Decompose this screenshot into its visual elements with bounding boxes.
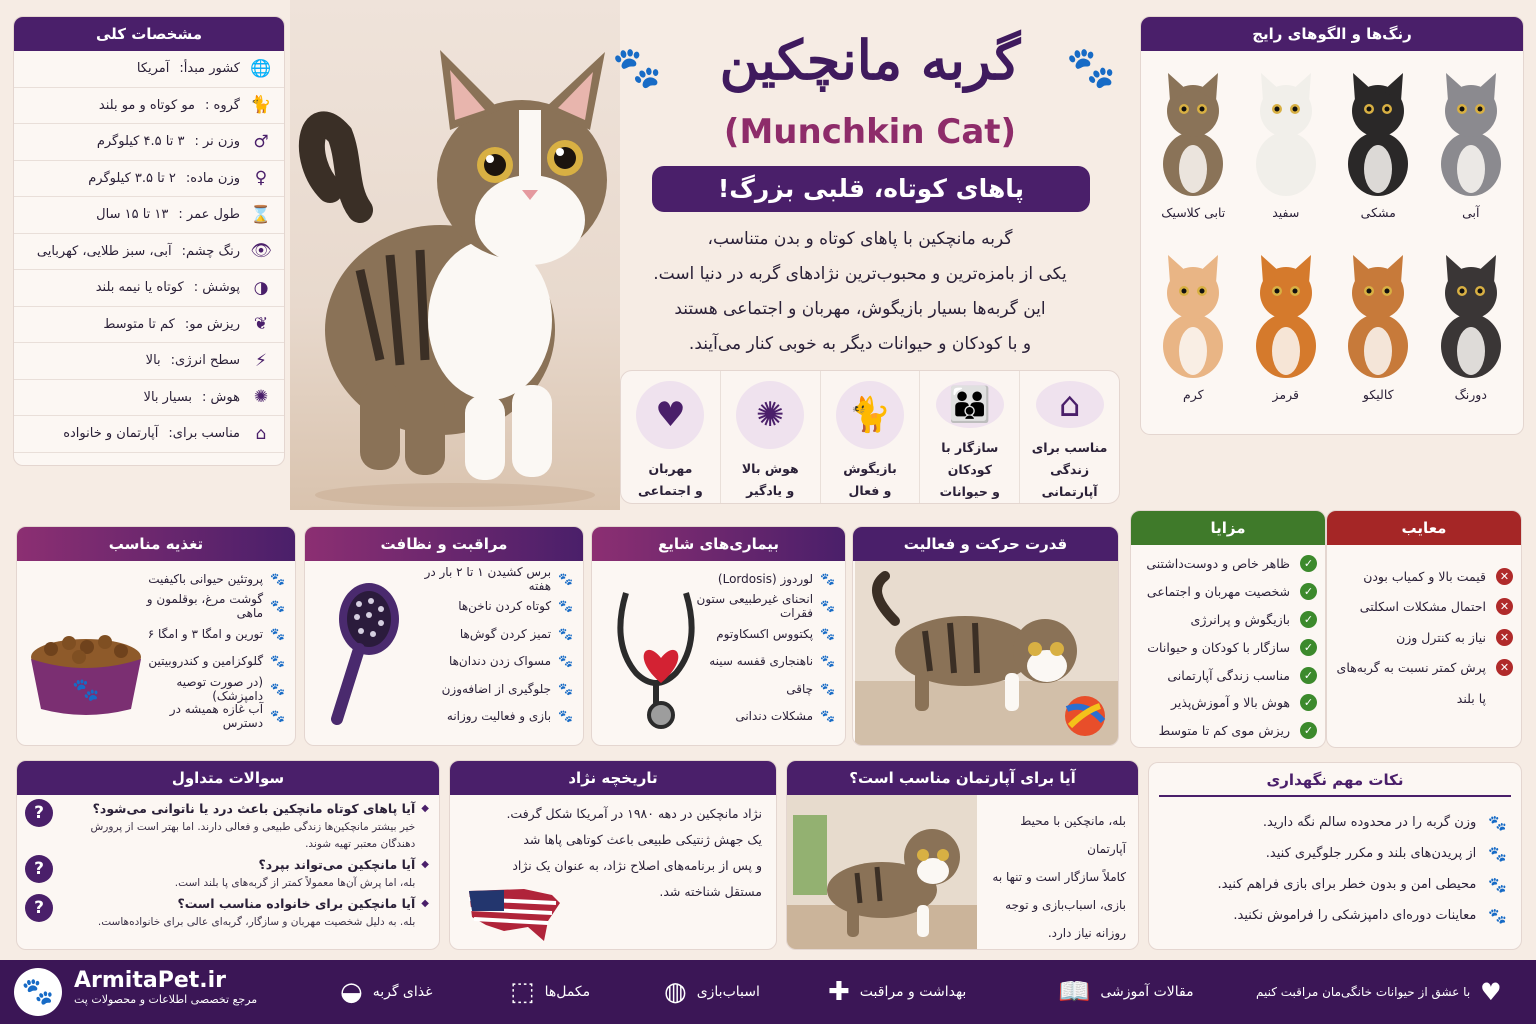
tip-text: از پریدن‌های بلند و مکرر جلوگیری کنید. [1265, 846, 1477, 861]
hero-cat-image [290, 40, 620, 510]
cat-color-image [1428, 241, 1514, 381]
general-specs-card [13, 16, 285, 466]
food-bowl-image [21, 619, 151, 719]
playing-cat-image [855, 561, 1118, 745]
paw-bullet-icon: 🐾 [558, 571, 573, 586]
footer-link-label: مقالات آموزشی [1100, 984, 1194, 1000]
cat-color-image [1243, 241, 1329, 381]
spec-value: ۳ تا ۴.۵ کیلوگرم [96, 134, 185, 150]
pros-item [1131, 578, 1325, 606]
paw-bullet-icon: 🐾 [558, 681, 573, 696]
spec-row [14, 197, 284, 234]
list-item-text: مشکلات دندانی [735, 709, 814, 724]
cat-color-image [1335, 59, 1421, 199]
paw-bullet-icon: 🐾 [820, 654, 835, 669]
tips-card [1148, 762, 1522, 950]
cons-item-text: احتمال مشکلات اسکلتی [1359, 599, 1486, 615]
color-name: قرمز [1272, 387, 1299, 402]
cons-item [1327, 683, 1521, 714]
color-variant [1425, 59, 1518, 241]
paw-bullet-icon: 🐾 [558, 654, 573, 669]
list-item-text: انحنای غیرطبیعی ستون فقرات [696, 592, 814, 621]
cons-header: معایب [1327, 511, 1521, 545]
spec-row [14, 270, 284, 307]
feature-label: هوش بالا و یادگیر [741, 461, 799, 498]
nutrition-card [16, 526, 296, 746]
spec-value: ۲ تا ۳.۵ کیلوگرم [88, 170, 176, 186]
paw-bullet-icon: 🐾 [820, 571, 835, 586]
page-title: گربه مانچکین [719, 28, 1021, 92]
faq-item [25, 855, 429, 892]
spec-row [14, 416, 284, 453]
paw-icon-left: 🐾 [612, 45, 662, 91]
spec-row [14, 124, 284, 161]
faq-question: آیا پاهای کوتاه مانچکین باعث درد یا ناتوانی می‌شود؟ [92, 801, 416, 816]
pros-item-text: هوش بالا و آموزش‌پذیر [1170, 695, 1290, 711]
list-item [695, 675, 835, 703]
bolt-icon: ⚡ [255, 350, 267, 371]
cons-item [1327, 622, 1521, 653]
stethoscope-image [606, 583, 706, 743]
tip-text: وزن گربه را در محدوده سالم نگه دارید. [1262, 815, 1477, 830]
pros-item-text: مناسب زندگی آپارتمانی [1167, 667, 1290, 683]
list-item-text: آب غازه همیشه در دسترس [169, 702, 264, 731]
cons-item-text: نیاز به کنترل وزن [1396, 629, 1486, 645]
list-item-text: پکتووس اکسکاوتوم [716, 626, 814, 641]
spec-label: ریزش مو: [184, 316, 240, 332]
tips-list [1149, 797, 1521, 931]
spec-value: مو کوتاه و مو بلند [98, 97, 196, 113]
paw-bullet-icon: 🐾 [820, 599, 835, 614]
list-item [403, 648, 573, 676]
color-variant [1147, 59, 1240, 241]
list-item [135, 703, 285, 731]
spec-label: وزن نر : [194, 134, 240, 150]
diamond-bullet-icon: ◆ [421, 859, 429, 870]
spec-label: مناسب برای: [168, 426, 240, 442]
apartment-card [786, 760, 1139, 950]
paw-bullet-icon: 🐾 [558, 599, 573, 614]
color-name: مشکی [1360, 205, 1396, 220]
cat-color-image [1150, 241, 1236, 381]
paw-bullet-icon: 🐾 [820, 709, 835, 724]
apartment-line: بازی، اسباب‌بازی و توجه [1005, 898, 1126, 912]
colors-card [1140, 16, 1524, 435]
footer-link[interactable] [510, 960, 590, 1024]
pros-item [1131, 689, 1325, 717]
check-icon: ✓ [1300, 555, 1317, 572]
paw-bullet-icon: 🐾 [270, 681, 285, 696]
spec-value: آبی، سبز طلایی، کهربایی [36, 243, 172, 259]
color-variant [1147, 241, 1240, 423]
list-item [695, 565, 835, 593]
paw-bullet-icon: 🐾 [1488, 844, 1507, 863]
intro-line: گربه مانچکین با پاهای کوتاه و بدن متناسب، [707, 229, 1013, 249]
pros-header: مزایا [1131, 511, 1325, 545]
spec-label: گروه : [205, 97, 240, 113]
globe-icon: 🌐 [250, 58, 272, 79]
spec-label: طول عمر : [178, 207, 240, 223]
spec-value: آپارتمان و خانواده [63, 426, 159, 442]
list-item [135, 648, 285, 676]
list-item [403, 675, 573, 703]
tip-item [1159, 807, 1507, 838]
disease-list [695, 565, 835, 730]
usa-flag-map-image [464, 881, 564, 943]
color-name: کالیکو [1362, 387, 1394, 402]
supplement-icon: ⬚ [510, 977, 535, 1007]
pros-list [1131, 545, 1325, 745]
list-item-text: کوتاه کردن ناخن‌ها [458, 599, 552, 614]
history-line: نژاد مانچکین در دهه ۱۹۸۰ در آمریکا شکل گرفت. [506, 806, 762, 821]
list-item-text: لوردوز (Lordosis) [717, 571, 814, 586]
cross-icon: ✕ [1496, 568, 1513, 585]
spec-label: پوشش : [193, 280, 240, 296]
cat-color-image [1243, 59, 1329, 199]
cons-item [1327, 592, 1521, 623]
cons-item [1327, 653, 1521, 684]
spec-row [14, 161, 284, 198]
check-icon: ✓ [1300, 583, 1317, 600]
list-item [695, 703, 835, 731]
feature-label: مهربان و اجتماعی [638, 461, 703, 498]
apartment-line: بله، مانچکین با محیط آپارتمان [1020, 814, 1126, 856]
history-line: و پس از برنامه‌های اصلاح نژاد، به عنوان یک نژاد [512, 858, 762, 873]
nutrition-list [135, 565, 285, 730]
tips-header: نکات مهم نگهداری [1159, 763, 1511, 797]
list-item-text: تورین و امگا ۳ و امگا ۶ [147, 626, 264, 641]
spec-label: رنگ چشم: [181, 243, 240, 259]
list-item-text: جلوگیری از اضافه‌وزن [441, 681, 552, 696]
footer-slogan [1256, 960, 1502, 1024]
color-name: دورنگ [1454, 387, 1487, 402]
nutrition-header: تغذیه مناسب [17, 527, 295, 561]
list-item-text: بازی و فعالیت روزانه [446, 709, 552, 724]
color-variant [1425, 241, 1518, 423]
history-card [449, 760, 777, 950]
pros-item [1131, 717, 1325, 745]
paw-bullet-icon: 🐾 [270, 626, 285, 641]
diamond-bullet-icon: ◆ [421, 898, 429, 909]
history-line: مستقل شناخته شد. [659, 884, 762, 899]
list-item-text: (در صورت توصیه دامپزشک) [176, 674, 264, 703]
spec-row [14, 307, 284, 344]
cat-color-image [1428, 59, 1514, 199]
feature-item [621, 371, 720, 503]
footer-link[interactable] [340, 960, 432, 1024]
paw-logo-icon: 🐾 [21, 977, 55, 1007]
brush-image [319, 579, 409, 729]
faq-item [25, 894, 429, 931]
brain-icon: ✺ [736, 381, 804, 449]
care-card [304, 526, 584, 746]
home-icon: ⌂ [255, 423, 267, 444]
spec-value: کوتاه یا نیمه بلند [95, 280, 184, 296]
apartment-header: آیا برای آپارتمان مناسب است؟ [787, 761, 1138, 795]
care-header: مراقبت و نظافت [305, 527, 583, 561]
eye-icon: 👁 [250, 241, 272, 262]
spec-value: بسیار بالا [143, 389, 193, 405]
ball-icon: ◍ [664, 977, 687, 1007]
check-icon: ✓ [1300, 694, 1317, 711]
diseases-card [591, 526, 846, 746]
feature-label: مناسب برای زندگی آپارتمانی [1031, 440, 1108, 499]
check-icon: ✓ [1300, 639, 1317, 656]
list-item [135, 620, 285, 648]
paw-bullet-icon: 🐾 [270, 571, 285, 586]
list-item [403, 620, 573, 648]
faq-answer: خیر بیشتر مانچکین‌ها زندگی طبیعی و فعالی دارند. اما بهتر است از پرورش دهندگان معتبر تهیه شوند. [90, 821, 416, 850]
footer-slogan-text: با عشق از حیوانات خانگی‌مان مراقبت کنیم [1256, 985, 1471, 999]
color-name: سفید [1272, 205, 1300, 220]
question-icon: ? [25, 799, 53, 827]
feature-label: سازگار با کودکان و حیوانات [939, 440, 1000, 499]
tagline-banner: پاهای کوتاه، قلبی بزرگ! [652, 166, 1090, 212]
cons-list [1327, 545, 1521, 714]
intro-text [620, 222, 1100, 362]
hourglass-icon: ⌛ [250, 204, 272, 225]
brain-icon: ✺ [253, 387, 269, 408]
intro-line: و با کودکان و حیوانات دیگر به خوبی کنار می‌آیند. [688, 334, 1032, 354]
pros-card [1130, 510, 1326, 748]
check-icon: ✓ [1300, 611, 1317, 628]
pros-item-text: ظاهر خاص و دوست‌داشتنی [1146, 556, 1290, 572]
list-item [135, 565, 285, 593]
diseases-header: بیماری‌های شایع [592, 527, 845, 561]
faq-item [25, 799, 429, 853]
history-header: تاریخچه نژاد [450, 761, 776, 795]
history-line: یک جهش ژنتیکی طبیعی باعث کوتاهی پاها شد [523, 832, 762, 847]
svg-text:🐾: 🐾 [72, 678, 100, 703]
list-item [695, 648, 835, 676]
color-variant [1332, 59, 1425, 241]
male-icon: ♂ [253, 131, 269, 152]
tip-item [1159, 869, 1507, 900]
footer [0, 960, 1536, 1024]
spec-value: بالا [145, 353, 161, 369]
footer-link-label: غذای گربه [372, 984, 433, 1000]
apartment-line: کاملاً سازگار است و تنها به [992, 870, 1126, 884]
activity-header: قدرت حرکت و فعالیت [853, 527, 1118, 561]
feature-item [720, 371, 820, 503]
spec-value: ۱۳ تا ۱۵ سال [96, 207, 169, 223]
heart-icon: ♥ [636, 381, 704, 449]
site-logo[interactable] [14, 968, 62, 1016]
list-item-text: چاقی [786, 681, 814, 696]
spec-value: آمریکا [136, 61, 170, 77]
spec-row [14, 88, 284, 125]
apartment-cat-image [787, 795, 977, 950]
spec-label: هوش : [202, 389, 240, 405]
list-item [403, 593, 573, 621]
pros-item [1131, 550, 1325, 578]
feature-item [820, 371, 920, 503]
pros-item [1131, 633, 1325, 661]
spec-label: سطح انرژی: [170, 353, 240, 369]
diamond-bullet-icon: ◆ [421, 803, 429, 814]
list-item [695, 620, 835, 648]
colors-header: رنگ‌ها و الگوهای رایج [1141, 17, 1523, 51]
color-name: آبی [1462, 205, 1480, 220]
apartment-line: روزانه نیاز دارد. [1047, 926, 1126, 940]
feature-label: بازیگوش و فعال [843, 461, 897, 498]
spec-row [14, 51, 284, 88]
care-list [403, 565, 573, 730]
paw-bullet-icon: 🐾 [270, 599, 285, 614]
pros-item-text: بازیگوش و پرانرژی [1190, 611, 1290, 627]
cross-icon: ✕ [1496, 629, 1513, 646]
question-icon: ? [25, 855, 53, 883]
book-icon: 📖 [1058, 977, 1091, 1007]
activity-card [852, 526, 1119, 746]
pros-item-text: سازگار با کودکان و حیوانات [1147, 639, 1290, 655]
list-item-text: گلوکزامین و کندروبیتین [148, 654, 264, 669]
spec-row [14, 380, 284, 417]
fur-icon: ◑ [253, 277, 269, 298]
intro-line: یکی از بامزه‌ترین و محبوب‌ترین نژادهای گربه در دنیا است. [653, 264, 1067, 284]
spec-row [14, 234, 284, 271]
cross-icon: ✕ [1496, 598, 1513, 615]
paw-bullet-icon: 🐾 [1488, 875, 1507, 894]
spec-label: کشور مبدأ: [179, 61, 240, 77]
footer-link-label: اسباب‌بازی [696, 984, 760, 1000]
spec-label: وزن ماده: [185, 170, 240, 186]
footer-link[interactable] [828, 960, 966, 1024]
paw-bullet-icon: 🐾 [1488, 813, 1507, 832]
pros-item-text: شخصیت مهربان و اجتماعی [1146, 584, 1290, 600]
pros-item [1131, 661, 1325, 689]
general-specs-list [14, 51, 284, 453]
list-item-text: برس کشیدن ۱ تا ۲ بار در هفته [424, 564, 552, 593]
check-icon: ✓ [1300, 722, 1317, 739]
list-item [403, 703, 573, 731]
faq-answer: بله. به دلیل شخصیت مهربان و سازگار، گربه‌ای عالی برای خانواده‌هاست. [97, 916, 416, 928]
question-icon: ? [25, 894, 53, 922]
page-subtitle: (Munchkin Cat) [723, 112, 1017, 152]
paw-bullet-icon: 🐾 [558, 626, 573, 641]
site-tagline: مرجع تخصصی اطلاعات و محصولات پت [74, 993, 258, 1006]
footer-link[interactable] [664, 960, 760, 1024]
tip-item [1159, 900, 1507, 931]
color-variant [1332, 241, 1425, 423]
cons-item-text: پرش کمتر نسبت به گربه‌های [1336, 660, 1486, 676]
cons-item-text: قیمت بالا و کمیاب بودن [1363, 568, 1486, 584]
cons-item [1327, 561, 1521, 592]
list-item [695, 593, 835, 621]
cat-color-image [1335, 241, 1421, 381]
list-item-text: تمیز کردن گوش‌ها [459, 626, 552, 641]
tip-text: محیطی امن و بدون خطر برای بازی فراهم کنید. [1217, 877, 1477, 892]
paw-icon-right: 🐾 [1066, 45, 1116, 91]
feature-item [1019, 371, 1119, 503]
tip-item [1159, 838, 1507, 869]
medkit-icon: ✚ [828, 977, 850, 1007]
color-variant [1240, 59, 1333, 241]
footer-link-label: بهداشت و مراقبت [859, 984, 967, 1000]
list-item [135, 593, 285, 621]
site-name[interactable]: ArmitaPet.ir [74, 968, 227, 993]
list-item [403, 565, 573, 593]
pros-item [1131, 606, 1325, 634]
cat-icon: 🐈 [250, 95, 272, 116]
cons-card [1326, 510, 1522, 748]
paw-bullet-icon: 🐾 [1488, 906, 1507, 925]
faq-card [16, 760, 440, 950]
pros-item-text: ریزش موی کم تا متوسط [1158, 723, 1290, 739]
cat-color-image [1150, 59, 1236, 199]
colors-grid [1141, 51, 1523, 423]
spec-value: کم تا متوسط [103, 316, 175, 332]
feature-strip [620, 370, 1120, 504]
heart-icon: ♥ [1480, 978, 1502, 1006]
color-name: تابی کلاسیک [1161, 205, 1226, 220]
color-variant [1240, 241, 1333, 423]
tip-text: معاینات دوره‌ای دامپزشکی را فراموش نکنید. [1233, 908, 1477, 923]
faq-header: سوالات متداول [17, 761, 439, 795]
paw-bullet-icon: 🐾 [270, 709, 285, 724]
list-item-text: ناهنجاری قفسه سینه [709, 654, 814, 669]
check-icon: ✓ [1300, 667, 1317, 684]
list-item-text: پروتئین حیوانی باکیفیت [148, 571, 264, 586]
family-icon: 👪 [936, 381, 1004, 428]
paw-bullet-icon: 🐾 [558, 709, 573, 724]
spec-row [14, 343, 284, 380]
general-specs-header: مشخصات کلی [14, 17, 284, 51]
paw-bullet-icon: 🐾 [820, 681, 835, 696]
faq-question: آیا مانچکین برای خانواده مناسب است؟ [177, 896, 416, 911]
apartment-text [978, 807, 1126, 947]
cross-icon: ✕ [1496, 659, 1513, 676]
list-item-text: مسواک زدن دندان‌ها [448, 654, 552, 669]
cons-item-text: پا بلند [1456, 690, 1486, 706]
female-icon: ♀ [254, 168, 268, 189]
faq-list [17, 795, 439, 931]
playful-cat-icon: 🐈 [836, 381, 904, 449]
faq-answer: بله، اما پرش آن‌ها معمولاً کمتر از گربه‌های پا بلند است. [174, 877, 416, 889]
paw-bullet-icon: 🐾 [820, 626, 835, 641]
faq-question: آیا مانچکین می‌تواند بپرد؟ [258, 857, 416, 872]
footer-link[interactable] [1058, 960, 1194, 1024]
house-icon: ⌂ [1036, 381, 1104, 428]
food-bowl-icon: ◒ [340, 977, 363, 1007]
list-item-text: گوشت مرغ، بوقلمون و ماهی [146, 592, 264, 621]
intro-line: این گربه‌ها بسیار بازیگوش، مهربان و اجتماعی هستند [674, 299, 1046, 319]
list-item [135, 675, 285, 703]
footer-link-label: مکمل‌ها [544, 984, 591, 1000]
leaf-icon: ❦ [253, 314, 269, 335]
color-name: کرم [1182, 387, 1204, 402]
paw-bullet-icon: 🐾 [270, 654, 285, 669]
feature-item [919, 371, 1019, 503]
